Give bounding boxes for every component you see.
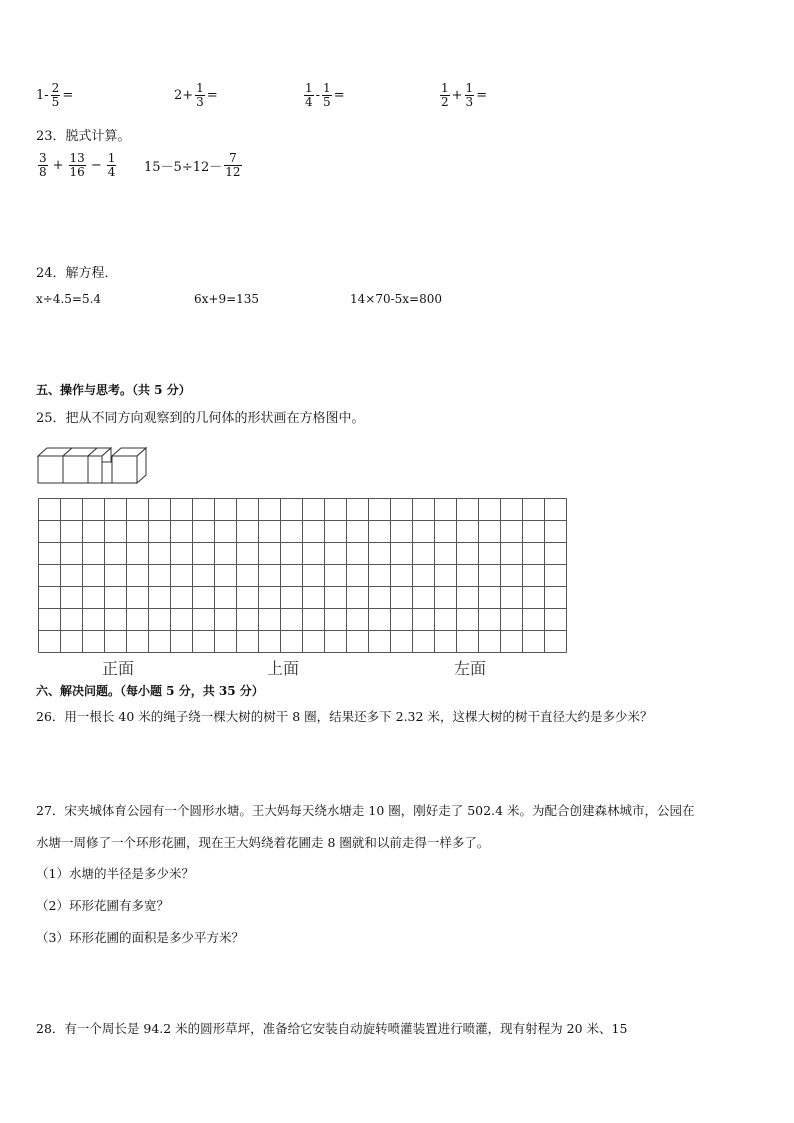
q24-title: 24．解方程．: [36, 266, 118, 281]
q23-expr-2: 15－5÷12－ $\frac{7}{12}$: [144, 151, 241, 179]
fraction: $\frac{1}{3}$: [465, 81, 474, 109]
equation-1: x÷4.5=5.4: [36, 292, 102, 306]
equation-2: 6x+9=135: [194, 292, 260, 306]
q27-sub-2: （2）环形花圃有多宽？: [36, 898, 169, 913]
equation-3: 14×70-5x=800: [350, 292, 443, 306]
calc-1: 1- $\frac{2}{5}$ =: [36, 81, 74, 109]
q27-line-1: 27．宋夹城体育公园有一个圆形水塘。王大妈每天绕水塘走 10 圈，刚好走了 502.4 米。为配合创建森林城市，公园在: [36, 803, 695, 818]
calc-3: $\frac{1}{4}$ - $\frac{1}{5}$ =: [305, 81, 345, 109]
q23-expr-1: $\frac{3}{8}$ + $\frac{13}{16}$ − $\frac{1}{4}$: [39, 151, 116, 179]
q26-text: 26．用一根长 40 米的绳子绕一棵大树的树干 8 圈，结果还多下 2.32 米，这棵大树的树干直径大约是多少米？: [36, 709, 653, 724]
fraction: $\frac{7}{12}$: [225, 151, 241, 179]
square-grid: [38, 498, 568, 653]
fraction: $\frac{1}{4}$: [305, 81, 313, 109]
cube-solid-figure: [36, 444, 156, 489]
view-label-front: 正面: [102, 659, 135, 678]
fraction: $\frac{1}{4}$: [107, 151, 116, 179]
view-label-top: 上面: [267, 659, 300, 678]
fraction: $\frac{1}{2}$: [441, 81, 449, 109]
section-5-title: 五、操作与思考。（共 5 分）: [36, 383, 191, 397]
q27-sub-1: （1）水塘的半径是多少米？: [36, 866, 194, 881]
fraction: $\frac{2}{5}$: [51, 81, 60, 109]
calc-2: 2+ $\frac{1}{3}$ =: [174, 81, 218, 109]
calc-4: $\frac{1}{2}$ + $\frac{1}{3}$ =: [441, 81, 488, 109]
q28-text: 28．有一个周长是 94.2 米的圆形草坪，准备给它安装自动旋转喷灌装置进行喷灌，现有射程为 20 米、15: [36, 1021, 628, 1036]
q23-title: 23．脱式计算。: [36, 129, 131, 144]
fraction: $\frac{13}{16}$: [69, 151, 85, 179]
fraction: $\frac{3}{8}$: [39, 151, 47, 179]
fraction: $\frac{1}{3}$: [196, 81, 204, 109]
view-label-left: 左面: [454, 659, 487, 678]
fraction: $\frac{1}{5}$: [323, 81, 331, 109]
q25-title: 25．把从不同方向观察到的几何体的形状画在方格图中。: [36, 411, 365, 426]
q27-line-2: 水塘一周修了一个环形花圃，现在王大妈绕着花圃走 8 圈就和以前走得一样多了。: [36, 835, 490, 850]
q27-sub-3: （3）环形花圃的面积是多少平方米？: [36, 930, 244, 945]
section-6-title: 六、解决问题。（每小题 5 分，共 35 分）: [36, 684, 264, 698]
